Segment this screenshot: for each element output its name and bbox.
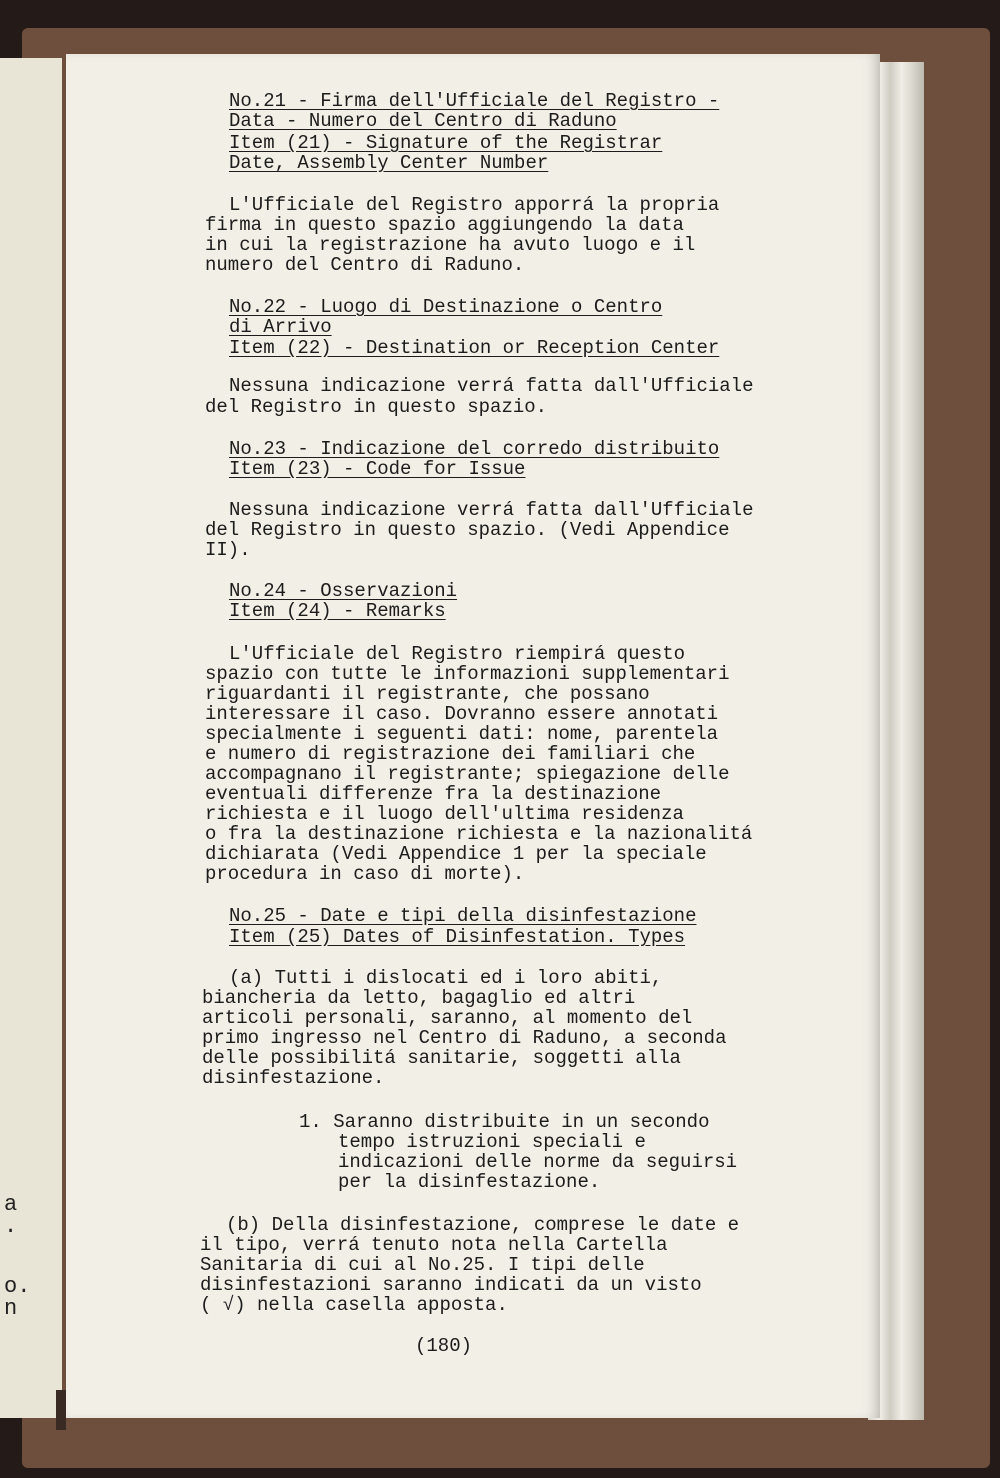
- section-25-item-1: 1. Saranno distribuite in un secondo: [299, 1111, 710, 1133]
- section-25-para-b: disinfestazioni saranno indicati da un visto: [200, 1274, 702, 1296]
- section-21-heading: Date, Assembly Center Number: [229, 152, 549, 174]
- section-24-heading: No.24 - Osservazioni: [229, 580, 458, 602]
- section-23-heading: Item (23) - Code for Issue: [229, 458, 526, 480]
- section-24-body: eventuali differenze fra la destinazione: [205, 783, 662, 805]
- section-25-para-b: il tipo, verrá tenuto nota nella Cartella: [200, 1234, 668, 1256]
- section-25-para-b: (b) Della disinfestazione, comprese le date e: [226, 1214, 740, 1236]
- section-22-heading: Item (22) - Destination or Reception Center: [229, 337, 720, 359]
- section-25-para-a: articoli personali, saranno, al momento del: [202, 1007, 693, 1029]
- document-page: [66, 54, 880, 1418]
- page-content: [66, 54, 880, 1418]
- section-24-body: L'Ufficiale del Registro riempirá questo: [229, 643, 686, 665]
- section-22-body: del Registro in questo spazio.: [205, 396, 548, 418]
- section-21-body: numero del Centro di Raduno.: [205, 254, 525, 276]
- section-24-heading: Item (24) - Remarks: [229, 600, 446, 622]
- section-24-body: accompagnano il registrante; spiegazione delle: [205, 763, 730, 785]
- section-25-para-a: primo ingresso nel Centro di Raduno, a seconda: [202, 1027, 727, 1049]
- section-24-body: interessare il caso. Dovranno essere annotati: [205, 703, 719, 725]
- section-25-item-1: indicazioni delle norme da seguirsi: [338, 1151, 738, 1173]
- left-page-fragment: a: [4, 1192, 18, 1217]
- section-25-para-a: (a) Tutti i dislocati ed i loro abiti,: [229, 967, 663, 989]
- section-25-heading: No.25 - Date e tipi della disinfestazione: [229, 905, 697, 927]
- section-25-para-a: disinfestazione.: [202, 1067, 385, 1089]
- section-24-body: spazio con tutte le informazioni supplementari: [205, 663, 730, 685]
- spine-gap: [56, 1390, 66, 1430]
- section-23-body: del Registro in questo spazio. (Vedi Appendice: [205, 519, 730, 541]
- section-21-body: in cui la registrazione ha avuto luogo e il: [205, 234, 696, 256]
- section-24-body: specialmente i seguenti dati: nome, parentela: [205, 723, 719, 745]
- left-page-edge: [0, 58, 62, 1418]
- section-21-heading: No.21 - Firma dell'Ufficiale del Registro -: [229, 90, 720, 112]
- section-24-body: richiesta e il luogo dell'ultima residenza: [205, 803, 684, 825]
- section-25-para-a: biancheria da letto, bagaglio ed altri: [202, 987, 636, 1009]
- section-23-heading: No.23 - Indicazione del corredo distribuito: [229, 438, 720, 460]
- left-page-fragment: n: [4, 1296, 18, 1321]
- section-25-item-1: tempo istruzioni speciali e: [338, 1131, 646, 1153]
- page-number: (180): [415, 1335, 473, 1357]
- section-21-body: firma in questo spazio aggiungendo la data: [205, 214, 684, 236]
- section-24-body: riguardanti il registrante, che possano: [205, 683, 650, 705]
- left-page-fragment: .: [4, 1214, 18, 1239]
- section-22-heading: No.22 - Luogo di Destinazione o Centro: [229, 296, 663, 318]
- section-22-body: Nessuna indicazione verrá fatta dall'Ufficiale: [229, 375, 754, 397]
- section-21-body: L'Ufficiale del Registro apporrá la propria: [229, 194, 720, 216]
- section-24-body: procedura in caso di morte).: [205, 863, 525, 885]
- section-24-body: e numero di registrazione dei familiari che: [205, 743, 696, 765]
- section-24-body: o fra la destinazione richiesta e la nazionalitá: [205, 823, 753, 845]
- section-21-heading: Data - Numero del Centro di Raduno: [229, 110, 617, 132]
- section-25-para-a: delle possibilitá sanitarie, soggetti alla: [202, 1047, 681, 1069]
- section-21-heading: Item (21) - Signature of the Registrar: [229, 132, 663, 154]
- section-24-body: dichiarata (Vedi Appendice 1 per la speciale: [205, 843, 707, 865]
- left-page-fragment: o.: [4, 1274, 31, 1299]
- section-23-body: II).: [205, 539, 251, 561]
- section-23-body: Nessuna indicazione verrá fatta dall'Ufficiale: [229, 499, 754, 521]
- section-22-heading: di Arrivo: [229, 316, 332, 338]
- section-25-para-b: Sanitaria di cui al No.25. I tipi delle: [200, 1254, 645, 1276]
- section-25-item-1: per la disinfestazione.: [338, 1171, 601, 1193]
- section-25-para-b: ( √) nella casella apposta.: [200, 1294, 508, 1316]
- section-25-heading: Item (25) Dates of Disinfestation. Types: [229, 926, 686, 948]
